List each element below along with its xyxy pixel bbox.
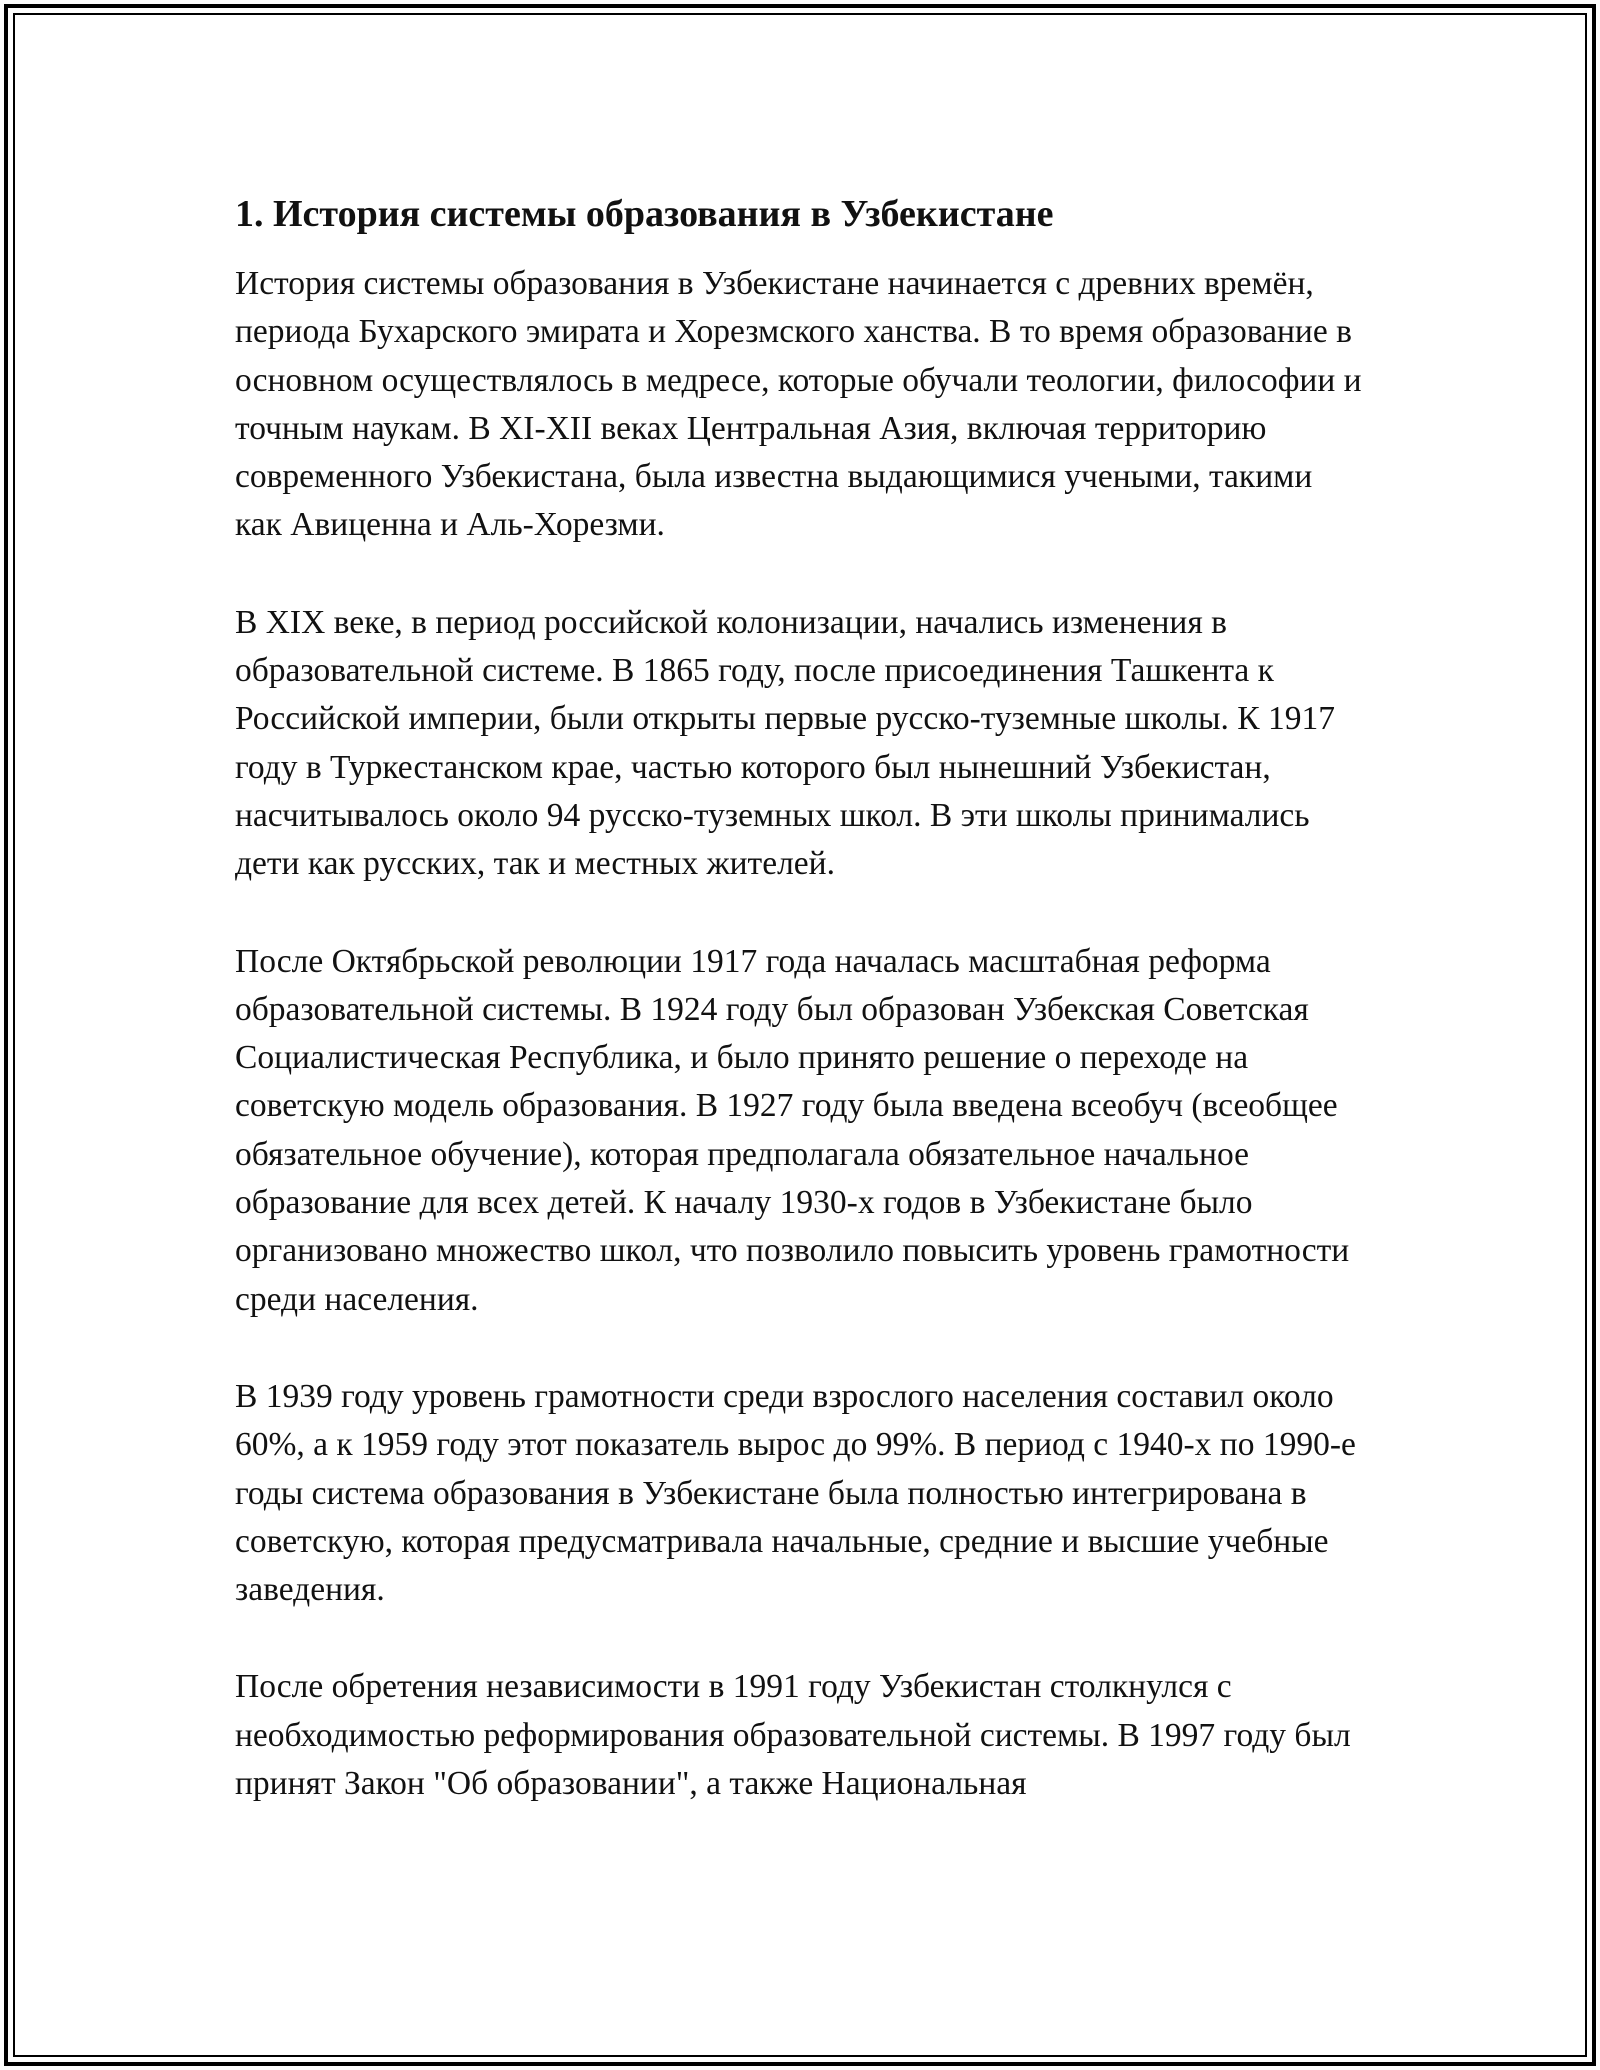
section-heading: 1. История системы образования в Узбекистане xyxy=(235,193,1054,235)
paragraph-1: История системы образования в Узбекистане начинается с древних времён, периода Бухарского эмирата и Хорезмского ханства. В то время образование в основном осуществлялось в медресе, которые обучали теологии, философии и точным наукам. В XI-XII веках Центральная Азия, включая территорию современного Узбекистана, была известна выдающимися учеными, такими как Авиценна и Аль-Хорезми. xyxy=(235,265,1362,544)
paragraph-3: После Октябрьской революции 1917 года началась масштабная реформа образовательной системы. В 1924 году был образован Узбекская Советская Социалистическая Республика, и было принято решение о переходе на советскую модель образования. В 1927 году была введена всеобуч (всеобщее обязательное обучение), которая предполагала обязательное начальное образование для всех детей. К началу 1930-х годов в Узбекистане было организовано множество школ, что позволило повысить уровень грамотности среди населения. xyxy=(235,942,1350,1318)
paragraph-4: В 1939 году уровень грамотности среди взрослого населения составил около 60%, а к 1959 году этот показатель вырос до 99%. В период с 1940-х по 1990-е годы система образования в Узбекистане была полностью интегрирована в советскую, которая предусматривала начальные, средние и высшие учебные заведения. xyxy=(235,1377,1356,1609)
document-body xyxy=(235,188,1365,1857)
paragraph-2: В XIX веке, в период российской колонизации, начались изменения в образовательной системе. В 1865 году, после присоединения Ташкента к Российской империи, были открыты первые русско-туземные школы. К 1917 году в Туркестанском крае, частью которого был нынешний Узбекистан, насчитывалось около 94 русско-туземных школ. В эти школы принимались дети как русских, так и местных жителей. xyxy=(235,603,1336,883)
paragraph-5: После обретения независимости в 1991 году Узбекистан столкнулся с необходимостью реформирования образовательной системы. В 1997 году был принят Закон "Об образовании", а также Национальная xyxy=(235,1668,1351,1803)
